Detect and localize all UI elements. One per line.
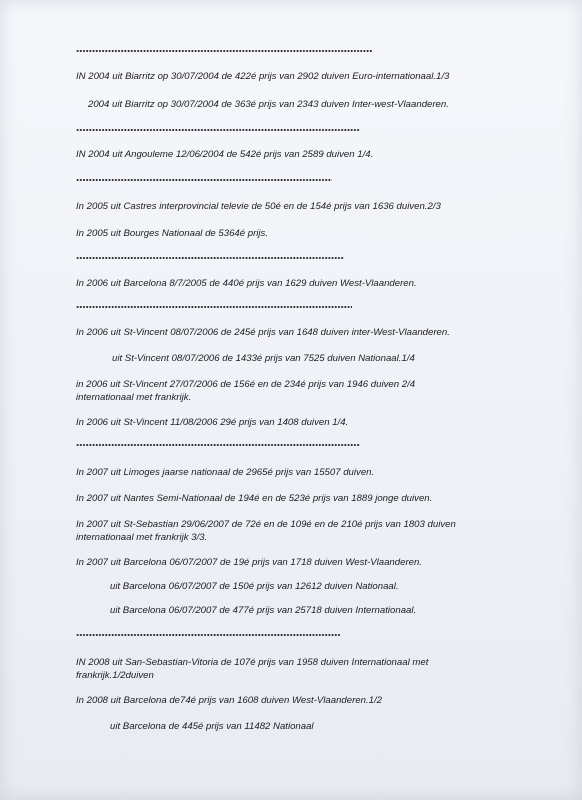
entry-2004-biarritz-euro: IN 2004 uit Biarritz op 30/07/2004 de 422é prijs van 2902 duiven Euro-internationaal.1/3 [76, 71, 450, 82]
asterisk-separator [76, 49, 372, 53]
entry-2007-nantes: In 2007 uit Nantes Semi-Nationaal de 194é en de 523é prijs van 1889 jonge duiven. [76, 493, 433, 504]
entry-2008-san-sebastian-vitoria: IN 2008 uit San-Sebastian-Vitoria de 107é prijs van 1958 duiven Internationaal met frankrijk.1/2duiven [76, 657, 429, 681]
entry-2005-castres: In 2005 uit Castres interprovincial televie de 50é en de 154é prijs van 1636 duiven.2/3 [76, 201, 441, 212]
entry-2005-bourges: In 2005 uit Bourges Nationaal de 5364é prijs. [76, 228, 269, 239]
entry-2007-barcelona-internationaal: uit Barcelona 06/07/2007 de 477é prijs van 25718 duiven Internationaal. [110, 605, 417, 616]
entry-2006-barcelona: In 2006 uit Barcelona 8/7/2005 de 440é prijs van 1629 duiven West-Vlaanderen. [76, 278, 417, 289]
entry-2007-barcelona-wvl: In 2007 uit Barcelona 06/07/2007 de 19é prijs van 1718 duiven West-Vlaanderen. [76, 557, 422, 568]
entry-2008-barcelona-wvl: In 2008 uit Barcelona de74é prijs van 1608 duiven West-Vlaanderen.1/2 [76, 695, 382, 706]
entry-2006-st-vincent-inter: In 2006 uit St-Vincent 08/07/2006 de 245é prijs van 1648 duiven inter-West-Vlaanderen. [76, 327, 450, 338]
asterisk-separator [76, 178, 332, 182]
entry-2004-angouleme: IN 2004 uit Angouleme 12/06/2004 de 542é prijs van 2589 duiven 1/4. [76, 149, 374, 160]
asterisk-separator [76, 305, 352, 309]
entry-2007-st-sebastian: In 2007 uit St-Sebastian 29/06/2007 de 72é en de 109é en de 210é prijs van 1803 duiven internationaal met frankrijk 3/3. [76, 519, 456, 543]
asterisk-separator [76, 443, 360, 447]
asterisk-separator [76, 633, 340, 637]
entry-2006-st-vincent-august: In 2006 uit St-Vincent 11/08/2006 29é prijs van 1408 duiven 1/4. [76, 417, 349, 428]
entry-2007-barcelona-nationaal: uit Barcelona 06/07/2007 de 150é prijs van 12612 duiven Nationaal. [110, 581, 399, 592]
entry-2006-st-vincent-internationaal: in 2006 uit St-Vincent 27/07/2006 de 156é en de 234é prijs van 1946 duiven 2/4 internationaal met frankrijk. [76, 379, 416, 403]
asterisk-separator [76, 256, 344, 260]
entry-2006-st-vincent-nationaal: uit St-Vincent 08/07/2006 de 1433é prijs van 7525 duiven Nationaal.1/4 [112, 353, 415, 364]
entry-2008-barcelona-nationaal: uit Barcelona de 445é prijs van 11482 Nationaal [110, 721, 314, 732]
entry-2007-limoges: In 2007 uit Limoges jaarse nationaal de 2965é prijs van 15507 duiven. [76, 467, 375, 478]
entry-2004-biarritz-inter: 2004 uit Biarritz op 30/07/2004 de 363é prijs van 2343 duiven Inter-west-Vlaanderen. [88, 99, 449, 110]
asterisk-separator [76, 128, 360, 132]
